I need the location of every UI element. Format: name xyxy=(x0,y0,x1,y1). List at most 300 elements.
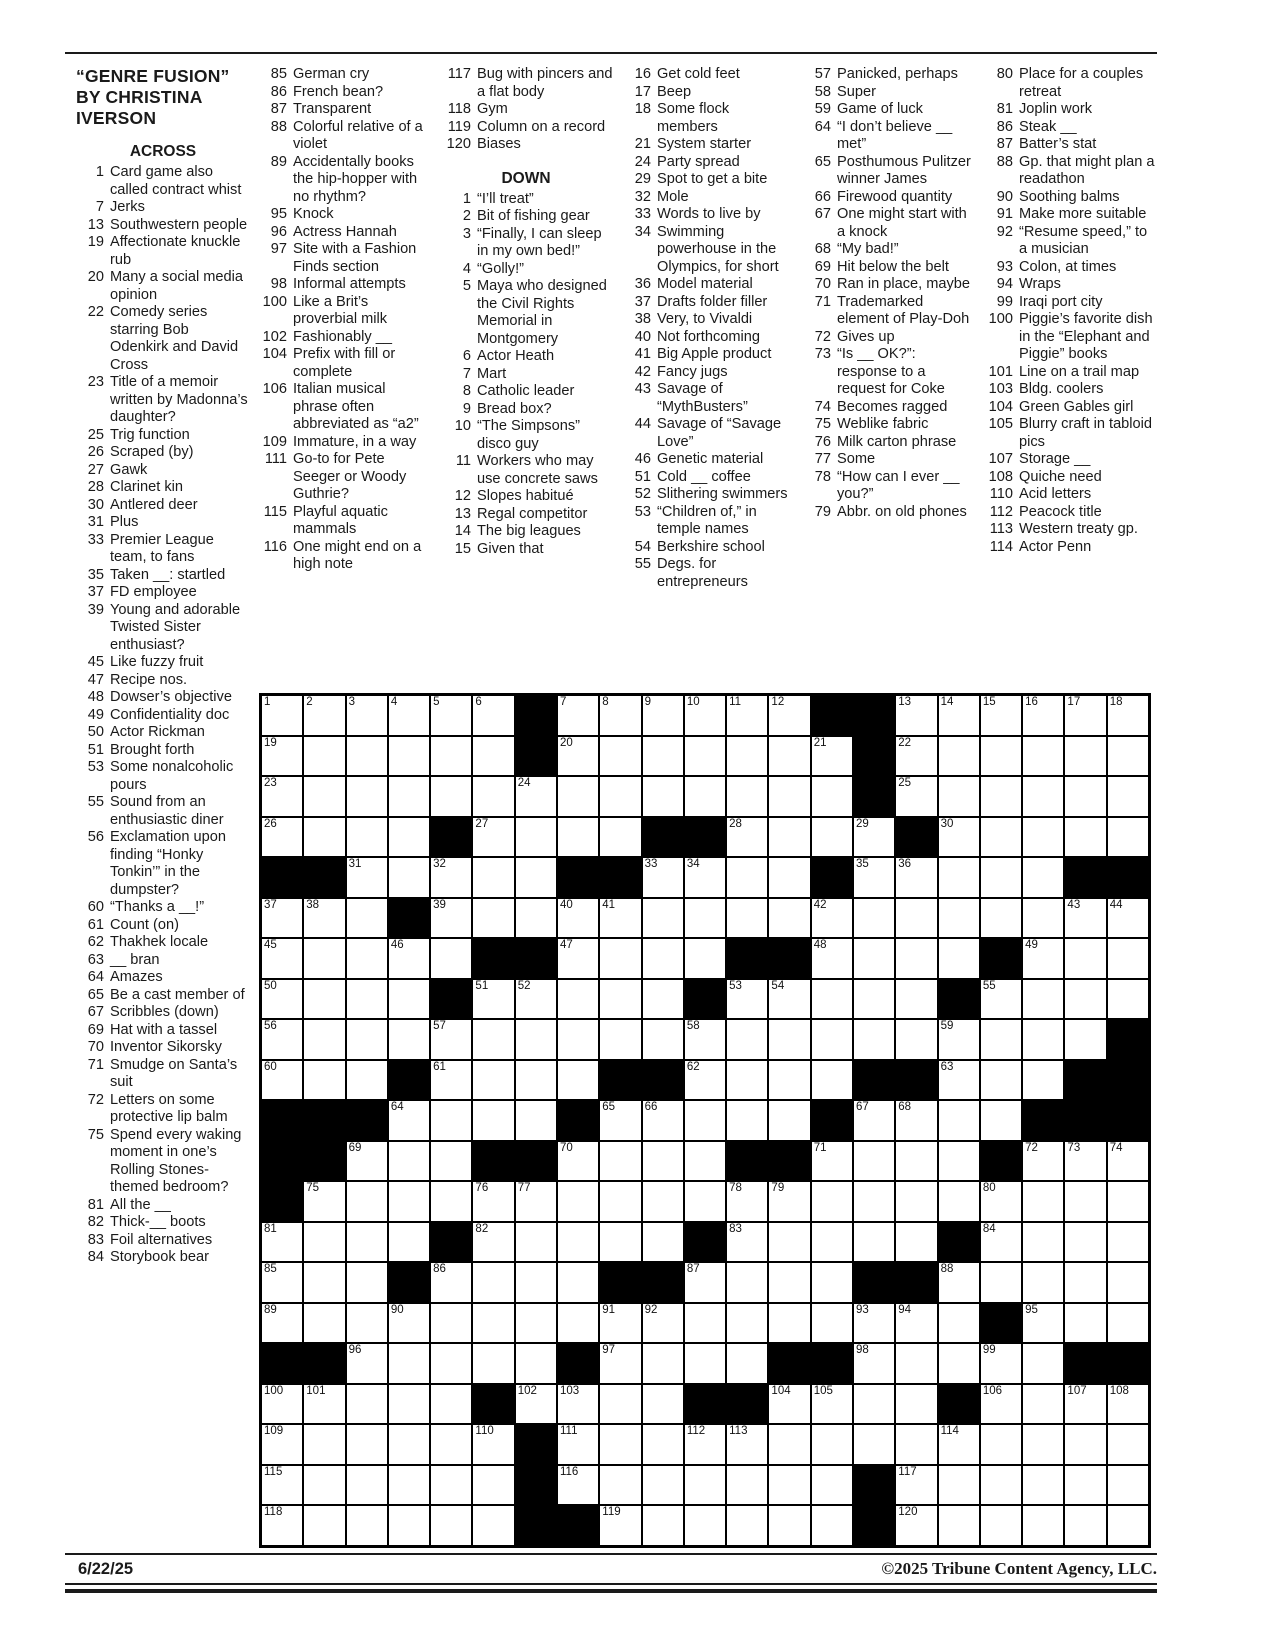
grid-cell-r21c14[interactable] xyxy=(811,1505,853,1546)
grid-cell-r2c6[interactable] xyxy=(472,736,514,777)
grid-cell-r20c9[interactable] xyxy=(599,1465,641,1506)
grid-cell-r6c2[interactable] xyxy=(303,898,345,939)
grid-cell-r13c11[interactable] xyxy=(684,1181,726,1222)
grid-cell-r16c14[interactable] xyxy=(811,1303,853,1344)
grid-cell-r1c19[interactable] xyxy=(1022,695,1064,736)
grid-cell-r11c16[interactable] xyxy=(895,1100,937,1141)
grid-cell-r21c12[interactable] xyxy=(726,1505,768,1546)
grid-cell-r9c14[interactable] xyxy=(811,1019,853,1060)
grid-cell-r8c14[interactable] xyxy=(811,979,853,1020)
grid-cell-r8c16[interactable] xyxy=(895,979,937,1020)
grid-cell-r19c17[interactable] xyxy=(938,1424,980,1465)
grid-cell-r20c16[interactable] xyxy=(895,1465,937,1506)
grid-cell-r3c4[interactable] xyxy=(388,776,430,817)
grid-cell-r10c3[interactable] xyxy=(346,1060,388,1101)
grid-cell-r17c16[interactable] xyxy=(895,1343,937,1384)
grid-cell-r2c12[interactable] xyxy=(726,736,768,777)
grid-cell-r1c20[interactable] xyxy=(1064,695,1106,736)
grid-cell-r12c11[interactable] xyxy=(684,1141,726,1182)
grid-cell-r18c4[interactable] xyxy=(388,1384,430,1425)
grid-cell-r16c5[interactable] xyxy=(430,1303,472,1344)
grid-cell-r13c7[interactable] xyxy=(515,1181,557,1222)
grid-cell-r21c21[interactable] xyxy=(1107,1505,1149,1546)
grid-cell-r5c13[interactable] xyxy=(768,857,810,898)
grid-cell-r8c15[interactable] xyxy=(853,979,895,1020)
grid-cell-r16c17[interactable] xyxy=(938,1303,980,1344)
grid-cell-r3c10[interactable] xyxy=(642,776,684,817)
grid-cell-r6c17[interactable] xyxy=(938,898,980,939)
grid-cell-r3c13[interactable] xyxy=(768,776,810,817)
grid-cell-r15c12[interactable] xyxy=(726,1262,768,1303)
grid-cell-r18c15[interactable] xyxy=(853,1384,895,1425)
grid-cell-r15c21[interactable] xyxy=(1107,1262,1149,1303)
grid-cell-r21c13[interactable] xyxy=(768,1505,810,1546)
grid-cell-r15c19[interactable] xyxy=(1022,1262,1064,1303)
grid-cell-r7c3[interactable] xyxy=(346,938,388,979)
grid-cell-r11c18[interactable] xyxy=(980,1100,1022,1141)
grid-cell-r13c13[interactable] xyxy=(768,1181,810,1222)
grid-cell-r18c5[interactable] xyxy=(430,1384,472,1425)
grid-cell-r9c13[interactable] xyxy=(768,1019,810,1060)
grid-cell-r7c11[interactable] xyxy=(684,938,726,979)
grid-cell-r19c5[interactable] xyxy=(430,1424,472,1465)
grid-cell-r20c5[interactable] xyxy=(430,1465,472,1506)
grid-cell-r11c17[interactable] xyxy=(938,1100,980,1141)
grid-cell-r11c12[interactable] xyxy=(726,1100,768,1141)
grid-cell-r9c18[interactable] xyxy=(980,1019,1022,1060)
grid-cell-r14c3[interactable] xyxy=(346,1222,388,1263)
grid-cell-r19c8[interactable] xyxy=(557,1424,599,1465)
grid-cell-r10c18[interactable] xyxy=(980,1060,1022,1101)
grid-cell-r9c12[interactable] xyxy=(726,1019,768,1060)
grid-cell-r21c3[interactable] xyxy=(346,1505,388,1546)
grid-cell-r1c6[interactable] xyxy=(472,695,514,736)
grid-cell-r4c21[interactable] xyxy=(1107,817,1149,858)
grid-cell-r15c7[interactable] xyxy=(515,1262,557,1303)
grid-cell-r16c9[interactable] xyxy=(599,1303,641,1344)
grid-cell-r13c6[interactable] xyxy=(472,1181,514,1222)
grid-cell-r21c18[interactable] xyxy=(980,1505,1022,1546)
grid-cell-r16c3[interactable] xyxy=(346,1303,388,1344)
grid-cell-r1c3[interactable] xyxy=(346,695,388,736)
grid-cell-r5c5[interactable] xyxy=(430,857,472,898)
grid-cell-r12c14[interactable] xyxy=(811,1141,853,1182)
grid-cell-r16c10[interactable] xyxy=(642,1303,684,1344)
grid-cell-r12c21[interactable] xyxy=(1107,1141,1149,1182)
grid-cell-r12c4[interactable] xyxy=(388,1141,430,1182)
grid-cell-r18c10[interactable] xyxy=(642,1384,684,1425)
grid-cell-r3c1[interactable] xyxy=(261,776,303,817)
grid-cell-r17c18[interactable] xyxy=(980,1343,1022,1384)
grid-cell-r8c12[interactable] xyxy=(726,979,768,1020)
grid-cell-r4c3[interactable] xyxy=(346,817,388,858)
grid-cell-r19c16[interactable] xyxy=(895,1424,937,1465)
grid-cell-r8c21[interactable] xyxy=(1107,979,1149,1020)
grid-cell-r5c18[interactable] xyxy=(980,857,1022,898)
grid-cell-r11c15[interactable] xyxy=(853,1100,895,1141)
grid-cell-r12c20[interactable] xyxy=(1064,1141,1106,1182)
grid-cell-r7c1[interactable] xyxy=(261,938,303,979)
grid-cell-r2c13[interactable] xyxy=(768,736,810,777)
grid-cell-r9c11[interactable] xyxy=(684,1019,726,1060)
grid-cell-r9c17[interactable] xyxy=(938,1019,980,1060)
grid-cell-r10c19[interactable] xyxy=(1022,1060,1064,1101)
grid-cell-r20c10[interactable] xyxy=(642,1465,684,1506)
grid-cell-r20c11[interactable] xyxy=(684,1465,726,1506)
grid-cell-r7c16[interactable] xyxy=(895,938,937,979)
grid-cell-r7c15[interactable] xyxy=(853,938,895,979)
grid-cell-r8c20[interactable] xyxy=(1064,979,1106,1020)
grid-cell-r16c12[interactable] xyxy=(726,1303,768,1344)
grid-cell-r1c11[interactable] xyxy=(684,695,726,736)
grid-cell-r14c20[interactable] xyxy=(1064,1222,1106,1263)
grid-cell-r20c2[interactable] xyxy=(303,1465,345,1506)
grid-cell-r2c17[interactable] xyxy=(938,736,980,777)
grid-cell-r18c19[interactable] xyxy=(1022,1384,1064,1425)
grid-cell-r4c7[interactable] xyxy=(515,817,557,858)
grid-cell-r8c3[interactable] xyxy=(346,979,388,1020)
grid-cell-r7c10[interactable] xyxy=(642,938,684,979)
grid-cell-r15c8[interactable] xyxy=(557,1262,599,1303)
grid-cell-r21c9[interactable] xyxy=(599,1505,641,1546)
grid-cell-r18c18[interactable] xyxy=(980,1384,1022,1425)
grid-cell-r14c6[interactable] xyxy=(472,1222,514,1263)
grid-cell-r6c5[interactable] xyxy=(430,898,472,939)
grid-cell-r14c7[interactable] xyxy=(515,1222,557,1263)
grid-cell-r14c13[interactable] xyxy=(768,1222,810,1263)
grid-cell-r18c14[interactable] xyxy=(811,1384,853,1425)
grid-cell-r9c20[interactable] xyxy=(1064,1019,1106,1060)
grid-cell-r1c18[interactable] xyxy=(980,695,1022,736)
grid-cell-r7c17[interactable] xyxy=(938,938,980,979)
grid-cell-r4c9[interactable] xyxy=(599,817,641,858)
grid-cell-r3c14[interactable] xyxy=(811,776,853,817)
grid-cell-r10c7[interactable] xyxy=(515,1060,557,1101)
grid-cell-r2c9[interactable] xyxy=(599,736,641,777)
grid-cell-r8c18[interactable] xyxy=(980,979,1022,1020)
grid-cell-r20c14[interactable] xyxy=(811,1465,853,1506)
grid-cell-r19c1[interactable] xyxy=(261,1424,303,1465)
grid-cell-r20c17[interactable] xyxy=(938,1465,980,1506)
grid-cell-r15c2[interactable] xyxy=(303,1262,345,1303)
grid-cell-r21c16[interactable] xyxy=(895,1505,937,1546)
grid-cell-r17c10[interactable] xyxy=(642,1343,684,1384)
grid-cell-r9c16[interactable] xyxy=(895,1019,937,1060)
grid-cell-r11c13[interactable] xyxy=(768,1100,810,1141)
grid-cell-r13c14[interactable] xyxy=(811,1181,853,1222)
grid-cell-r19c2[interactable] xyxy=(303,1424,345,1465)
grid-cell-r4c6[interactable] xyxy=(472,817,514,858)
grid-cell-r19c19[interactable] xyxy=(1022,1424,1064,1465)
grid-cell-r15c14[interactable] xyxy=(811,1262,853,1303)
grid-cell-r13c15[interactable] xyxy=(853,1181,895,1222)
grid-cell-r2c2[interactable] xyxy=(303,736,345,777)
grid-cell-r11c10[interactable] xyxy=(642,1100,684,1141)
grid-cell-r13c2[interactable] xyxy=(303,1181,345,1222)
grid-cell-r19c14[interactable] xyxy=(811,1424,853,1465)
grid-cell-r19c4[interactable] xyxy=(388,1424,430,1465)
grid-cell-r17c9[interactable] xyxy=(599,1343,641,1384)
grid-cell-r8c1[interactable] xyxy=(261,979,303,1020)
grid-cell-r2c4[interactable] xyxy=(388,736,430,777)
grid-cell-r12c10[interactable] xyxy=(642,1141,684,1182)
grid-cell-r12c17[interactable] xyxy=(938,1141,980,1182)
grid-cell-r8c7[interactable] xyxy=(515,979,557,1020)
grid-cell-r18c2[interactable] xyxy=(303,1384,345,1425)
grid-cell-r13c3[interactable] xyxy=(346,1181,388,1222)
grid-cell-r19c10[interactable] xyxy=(642,1424,684,1465)
grid-cell-r14c19[interactable] xyxy=(1022,1222,1064,1263)
grid-cell-r16c13[interactable] xyxy=(768,1303,810,1344)
grid-cell-r18c7[interactable] xyxy=(515,1384,557,1425)
grid-cell-r6c19[interactable] xyxy=(1022,898,1064,939)
grid-cell-r19c9[interactable] xyxy=(599,1424,641,1465)
grid-cell-r12c15[interactable] xyxy=(853,1141,895,1182)
grid-cell-r14c4[interactable] xyxy=(388,1222,430,1263)
grid-cell-r11c5[interactable] xyxy=(430,1100,472,1141)
grid-cell-r19c6[interactable] xyxy=(472,1424,514,1465)
grid-cell-r20c21[interactable] xyxy=(1107,1465,1149,1506)
grid-cell-r7c5[interactable] xyxy=(430,938,472,979)
grid-cell-r15c18[interactable] xyxy=(980,1262,1022,1303)
grid-cell-r5c10[interactable] xyxy=(642,857,684,898)
grid-cell-r19c21[interactable] xyxy=(1107,1424,1149,1465)
grid-cell-r1c8[interactable] xyxy=(557,695,599,736)
grid-cell-r6c3[interactable] xyxy=(346,898,388,939)
grid-cell-r16c7[interactable] xyxy=(515,1303,557,1344)
grid-cell-r8c4[interactable] xyxy=(388,979,430,1020)
grid-cell-r17c3[interactable] xyxy=(346,1343,388,1384)
grid-cell-r21c10[interactable] xyxy=(642,1505,684,1546)
grid-cell-r15c11[interactable] xyxy=(684,1262,726,1303)
grid-cell-r13c16[interactable] xyxy=(895,1181,937,1222)
grid-cell-r4c14[interactable] xyxy=(811,817,853,858)
grid-cell-r11c7[interactable] xyxy=(515,1100,557,1141)
grid-cell-r20c19[interactable] xyxy=(1022,1465,1064,1506)
grid-cell-r1c5[interactable] xyxy=(430,695,472,736)
grid-cell-r18c9[interactable] xyxy=(599,1384,641,1425)
grid-cell-r6c15[interactable] xyxy=(853,898,895,939)
grid-cell-r13c21[interactable] xyxy=(1107,1181,1149,1222)
grid-cell-r18c21[interactable] xyxy=(1107,1384,1149,1425)
grid-cell-r3c11[interactable] xyxy=(684,776,726,817)
grid-cell-r19c20[interactable] xyxy=(1064,1424,1106,1465)
grid-cell-r7c9[interactable] xyxy=(599,938,641,979)
grid-cell-r3c3[interactable] xyxy=(346,776,388,817)
grid-cell-r6c16[interactable] xyxy=(895,898,937,939)
grid-cell-r1c10[interactable] xyxy=(642,695,684,736)
grid-cell-r20c13[interactable] xyxy=(768,1465,810,1506)
grid-cell-r12c5[interactable] xyxy=(430,1141,472,1182)
grid-cell-r6c7[interactable] xyxy=(515,898,557,939)
grid-cell-r21c4[interactable] xyxy=(388,1505,430,1546)
grid-cell-r18c13[interactable] xyxy=(768,1384,810,1425)
grid-cell-r10c1[interactable] xyxy=(261,1060,303,1101)
grid-cell-r2c16[interactable] xyxy=(895,736,937,777)
grid-cell-r10c12[interactable] xyxy=(726,1060,768,1101)
grid-cell-r2c21[interactable] xyxy=(1107,736,1149,777)
grid-cell-r16c20[interactable] xyxy=(1064,1303,1106,1344)
grid-cell-r21c2[interactable] xyxy=(303,1505,345,1546)
grid-cell-r16c15[interactable] xyxy=(853,1303,895,1344)
grid-cell-r10c11[interactable] xyxy=(684,1060,726,1101)
grid-cell-r18c1[interactable] xyxy=(261,1384,303,1425)
grid-cell-r8c2[interactable] xyxy=(303,979,345,1020)
grid-cell-r16c8[interactable] xyxy=(557,1303,599,1344)
grid-cell-r3c12[interactable] xyxy=(726,776,768,817)
grid-cell-r16c11[interactable] xyxy=(684,1303,726,1344)
grid-cell-r16c1[interactable] xyxy=(261,1303,303,1344)
grid-cell-r2c10[interactable] xyxy=(642,736,684,777)
grid-cell-r9c10[interactable] xyxy=(642,1019,684,1060)
grid-cell-r14c8[interactable] xyxy=(557,1222,599,1263)
grid-cell-r7c2[interactable] xyxy=(303,938,345,979)
grid-cell-r15c6[interactable] xyxy=(472,1262,514,1303)
grid-cell-r7c19[interactable] xyxy=(1022,938,1064,979)
grid-cell-r6c10[interactable] xyxy=(642,898,684,939)
grid-cell-r4c2[interactable] xyxy=(303,817,345,858)
grid-cell-r7c21[interactable] xyxy=(1107,938,1149,979)
grid-cell-r6c9[interactable] xyxy=(599,898,641,939)
grid-cell-r15c5[interactable] xyxy=(430,1262,472,1303)
grid-cell-r2c20[interactable] xyxy=(1064,736,1106,777)
grid-cell-r7c20[interactable] xyxy=(1064,938,1106,979)
grid-cell-r5c16[interactable] xyxy=(895,857,937,898)
grid-cell-r17c17[interactable] xyxy=(938,1343,980,1384)
grid-cell-r6c1[interactable] xyxy=(261,898,303,939)
grid-cell-r19c3[interactable] xyxy=(346,1424,388,1465)
grid-cell-r17c19[interactable] xyxy=(1022,1343,1064,1384)
grid-cell-r4c4[interactable] xyxy=(388,817,430,858)
grid-cell-r13c9[interactable] xyxy=(599,1181,641,1222)
grid-cell-r19c18[interactable] xyxy=(980,1424,1022,1465)
grid-cell-r12c8[interactable] xyxy=(557,1141,599,1182)
grid-cell-r8c9[interactable] xyxy=(599,979,641,1020)
grid-cell-r20c12[interactable] xyxy=(726,1465,768,1506)
grid-cell-r4c1[interactable] xyxy=(261,817,303,858)
grid-cell-r2c14[interactable] xyxy=(811,736,853,777)
grid-cell-r17c5[interactable] xyxy=(430,1343,472,1384)
grid-cell-r20c6[interactable] xyxy=(472,1465,514,1506)
grid-cell-r12c19[interactable] xyxy=(1022,1141,1064,1182)
grid-cell-r1c12[interactable] xyxy=(726,695,768,736)
grid-cell-r9c3[interactable] xyxy=(346,1019,388,1060)
grid-cell-r6c18[interactable] xyxy=(980,898,1022,939)
grid-cell-r13c20[interactable] xyxy=(1064,1181,1106,1222)
grid-cell-r8c19[interactable] xyxy=(1022,979,1064,1020)
grid-cell-r3c6[interactable] xyxy=(472,776,514,817)
grid-cell-r8c6[interactable] xyxy=(472,979,514,1020)
grid-cell-r2c11[interactable] xyxy=(684,736,726,777)
grid-cell-r8c8[interactable] xyxy=(557,979,599,1020)
grid-cell-r8c13[interactable] xyxy=(768,979,810,1020)
grid-cell-r2c3[interactable] xyxy=(346,736,388,777)
grid-cell-r6c11[interactable] xyxy=(684,898,726,939)
grid-cell-r6c14[interactable] xyxy=(811,898,853,939)
grid-cell-r1c21[interactable] xyxy=(1107,695,1149,736)
grid-cell-r13c18[interactable] xyxy=(980,1181,1022,1222)
grid-cell-r7c8[interactable] xyxy=(557,938,599,979)
grid-cell-r13c17[interactable] xyxy=(938,1181,980,1222)
grid-cell-r3c8[interactable] xyxy=(557,776,599,817)
grid-cell-r5c6[interactable] xyxy=(472,857,514,898)
grid-cell-r11c9[interactable] xyxy=(599,1100,641,1141)
grid-cell-r9c4[interactable] xyxy=(388,1019,430,1060)
grid-cell-r19c13[interactable] xyxy=(768,1424,810,1465)
grid-cell-r14c16[interactable] xyxy=(895,1222,937,1263)
grid-cell-r21c19[interactable] xyxy=(1022,1505,1064,1546)
grid-cell-r12c9[interactable] xyxy=(599,1141,641,1182)
grid-cell-r4c18[interactable] xyxy=(980,817,1022,858)
grid-cell-r17c15[interactable] xyxy=(853,1343,895,1384)
grid-cell-r1c17[interactable] xyxy=(938,695,980,736)
grid-cell-r9c8[interactable] xyxy=(557,1019,599,1060)
grid-cell-r10c2[interactable] xyxy=(303,1060,345,1101)
grid-cell-r21c6[interactable] xyxy=(472,1505,514,1546)
grid-cell-r14c21[interactable] xyxy=(1107,1222,1149,1263)
grid-cell-r18c8[interactable] xyxy=(557,1384,599,1425)
grid-cell-r9c7[interactable] xyxy=(515,1019,557,1060)
grid-cell-r21c20[interactable] xyxy=(1064,1505,1106,1546)
grid-cell-r17c6[interactable] xyxy=(472,1343,514,1384)
grid-cell-r13c8[interactable] xyxy=(557,1181,599,1222)
grid-cell-r9c1[interactable] xyxy=(261,1019,303,1060)
grid-cell-r18c16[interactable] xyxy=(895,1384,937,1425)
grid-cell-r10c17[interactable] xyxy=(938,1060,980,1101)
grid-cell-r2c18[interactable] xyxy=(980,736,1022,777)
grid-cell-r13c19[interactable] xyxy=(1022,1181,1064,1222)
grid-cell-r4c12[interactable] xyxy=(726,817,768,858)
grid-cell-r6c20[interactable] xyxy=(1064,898,1106,939)
grid-cell-r11c6[interactable] xyxy=(472,1100,514,1141)
grid-cell-r9c15[interactable] xyxy=(853,1019,895,1060)
grid-cell-r6c12[interactable] xyxy=(726,898,768,939)
grid-cell-r5c15[interactable] xyxy=(853,857,895,898)
grid-cell-r18c20[interactable] xyxy=(1064,1384,1106,1425)
grid-cell-r1c9[interactable] xyxy=(599,695,641,736)
grid-cell-r16c6[interactable] xyxy=(472,1303,514,1344)
grid-cell-r10c8[interactable] xyxy=(557,1060,599,1101)
grid-cell-r4c20[interactable] xyxy=(1064,817,1106,858)
grid-cell-r21c1[interactable] xyxy=(261,1505,303,1546)
grid-cell-r20c20[interactable] xyxy=(1064,1465,1106,1506)
grid-cell-r2c1[interactable] xyxy=(261,736,303,777)
grid-cell-r15c20[interactable] xyxy=(1064,1262,1106,1303)
grid-cell-r5c7[interactable] xyxy=(515,857,557,898)
grid-cell-r3c9[interactable] xyxy=(599,776,641,817)
grid-cell-r5c19[interactable] xyxy=(1022,857,1064,898)
grid-cell-r14c10[interactable] xyxy=(642,1222,684,1263)
grid-cell-r13c12[interactable] xyxy=(726,1181,768,1222)
grid-cell-r10c5[interactable] xyxy=(430,1060,472,1101)
grid-cell-r11c4[interactable] xyxy=(388,1100,430,1141)
grid-cell-r20c4[interactable] xyxy=(388,1465,430,1506)
grid-cell-r7c4[interactable] xyxy=(388,938,430,979)
grid-cell-r13c4[interactable] xyxy=(388,1181,430,1222)
grid-cell-r14c12[interactable] xyxy=(726,1222,768,1263)
grid-cell-r9c2[interactable] xyxy=(303,1019,345,1060)
grid-cell-r17c7[interactable] xyxy=(515,1343,557,1384)
grid-cell-r6c21[interactable] xyxy=(1107,898,1149,939)
grid-cell-r19c15[interactable] xyxy=(853,1424,895,1465)
grid-cell-r9c19[interactable] xyxy=(1022,1019,1064,1060)
grid-cell-r15c13[interactable] xyxy=(768,1262,810,1303)
grid-cell-r4c15[interactable] xyxy=(853,817,895,858)
grid-cell-r13c5[interactable] xyxy=(430,1181,472,1222)
grid-cell-r3c17[interactable] xyxy=(938,776,980,817)
grid-cell-r3c7[interactable] xyxy=(515,776,557,817)
grid-cell-r1c1[interactable] xyxy=(261,695,303,736)
